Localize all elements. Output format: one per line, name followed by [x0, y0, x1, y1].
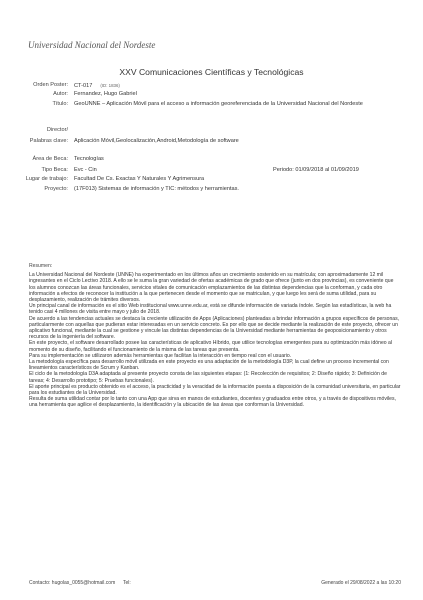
generated-date: Generado el 29/08/2022 a las 10:20 [321, 580, 401, 586]
abstract-paragraph: La Universidad Nacional del Nordeste (UNNE) ha experimentado en los últimos años un crecimiento sostenido en su matrícula; con aproximadamente 12 mil ingresantes en el Ciclo Lectivo 2018. A ello se le suma la gran variedad de ofertas académicas de grado que ofrece (junto en dos provincias), es conveniente que los alumnos conozcan las áreas funcionales, servicios vitales de comunicación emplazamientos de las distintas dependencias que la conforman, y cada otro información a efectos de reconocer la institución a la que pertenecen desde el momento que se matriculan, y que luego les será de suma utilidad, para su desplazamiento, realización de trámites diversos. [29, 272, 394, 304]
abstract-paragraph: De acuerdo a las tendencias actuales se destaca la creciente utilización de Apps (Aplicaciones) planteadas a brindar información a grupos específicos de personas, particularmente con aquellas que pudieran estar interesadas en un servicio concreto. Es por ello que se decide mediante la realización de este proyecto, ofrecer un aplicativo funcional, mediante la cual se gestione y vincule las distintas dependencias de la Universidad mediante herramientas de geoposicionamiento y otros recursos de la ingeniería del software. [29, 315, 400, 341]
area-label: Área de Beca: [32, 156, 68, 162]
titulo-label: Título: [52, 101, 68, 107]
abstract-paragraph: Resulta de suma utilidad contar por lo tanto con una App que sirva en manos de estudiantes, docentes y graduados entre otros, y a través de dispositivos móviles, una herramienta que agilice el desplazamiento, la identificación y la ubicación de las áreas que conforman la Universidad. [29, 396, 396, 409]
periodo-value: 01/09/2018 al 01/09/2019 [295, 167, 359, 173]
palabras-label: Palabras clave: [29, 138, 68, 144]
periodo [273, 167, 359, 175]
orden-poster-label: Orden Poster: [33, 82, 68, 88]
university-name: Universidad Nacional del Nordeste [28, 40, 156, 50]
conference-title: XXV Comunicaciones Científicas y Tecnológicas [119, 67, 304, 77]
orden-poster-value: CT-017 [74, 83, 93, 89]
university-logo [28, 40, 228, 64]
abstract-paragraph: El aporte principal es producto obtenido es el acceso, la practicidad y la veracidad de la información puesta a disposición de la comunidad universitaria, en particular para los estudiantes de la Universidad. [29, 383, 401, 397]
abstract-paragraph: La metodología específica para desarrollo móvil utilizada en este proyecto es una adaptación de la metodología D3P, la cual define un proceso incremental con lineamientos característicos de Scrum y Kanban. [29, 359, 389, 372]
tipo-value: Evc - Cin [74, 167, 97, 173]
periodo-label: Periodo: [273, 167, 294, 173]
lugar-value: Facultad De Cs. Exactas Y Naturales Y Agrimensura [74, 176, 205, 182]
proyecto-value: (17F013) Sistemas de información y TIC: métodos y herramientas. [74, 186, 239, 192]
footer [29, 580, 401, 586]
director-label: Director/ [46, 127, 68, 133]
tipo-label: Tipo Beca: [41, 167, 68, 173]
abstract-paragraph: Un principal canal de información es el sitio Web institucional www.unne.edu.ar, está se difunde información de variada índole. Según las estadísticas, la web ha tenido casi 4 millones de visita entre mayo y julio de 2018. [29, 303, 392, 316]
abstract-paragraph: Para su implementación se utilizaron además herramientas que facilitan la interacción en tiempo real con el usuario. [29, 352, 292, 359]
contact-email: Contacto: hugolas_0055@hotmail.com [29, 580, 116, 586]
abstract-paragraph: En este proyecto, el software desarrollado posee las características de aplicativo Híbrido, que utilice tecnologías emergentes para su optimización más idóneo al momento de su diseño, facilitando el funcionamiento de la misma de las tareas que presenta. [29, 340, 392, 353]
abstract-paragraph: El ciclo de la metodología D3A adaptada al presente proyecto consta de las siguientes etapas: (1: Recolección de requisitos; 2: Diseño rápido; 3: Definición de tareas; 4: Desarrollo prototipo; 5: Pruebas funcionales). [29, 371, 387, 384]
area-value: Tecnologías [74, 156, 104, 162]
proyecto-label: Proyecto: [44, 186, 68, 192]
orden-poster-code: (ID: 1836) [100, 83, 120, 88]
lugar-label: Lugar de trabajo: [25, 176, 68, 182]
autor-value: Fernandez, Hugo Gabriel [74, 91, 137, 97]
abstract [29, 263, 401, 409]
titulo-value: GeoUNNE – Aplicación Móvil para el acceso a información georeferenciada de la Universidad Nacional del Nordeste [74, 101, 363, 107]
abstract-heading: Resumen: [29, 263, 53, 269]
palabras-value: Aplicación Móvil,Geolocalización,Android,Metodología de software [74, 138, 239, 144]
contact-tel: Tel: [123, 580, 131, 586]
autor-label: Autor: [53, 91, 68, 97]
